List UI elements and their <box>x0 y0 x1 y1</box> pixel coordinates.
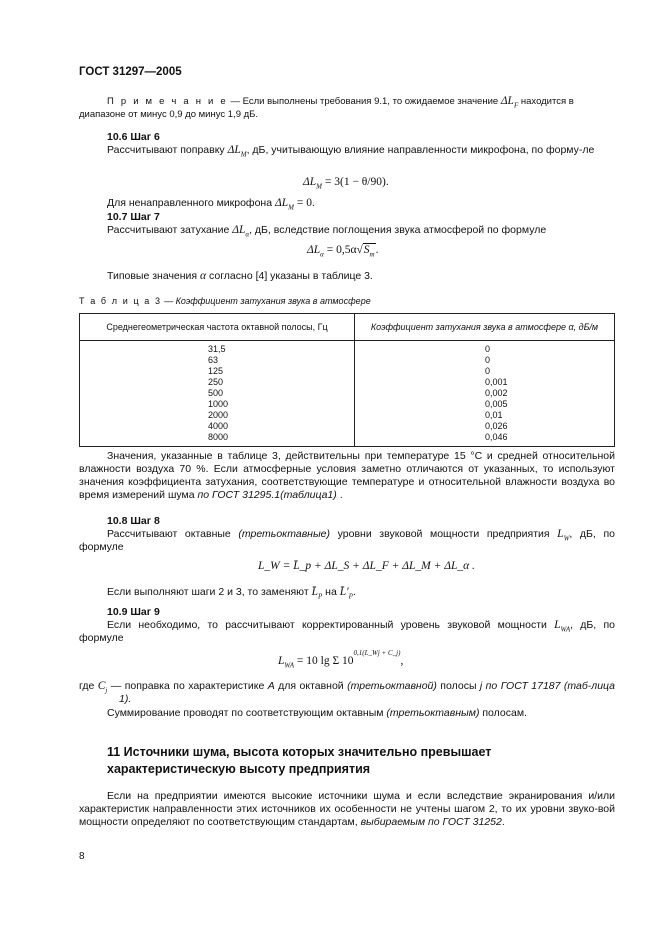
table3 <box>79 313 615 447</box>
sqrt-content: $S_m$ <box>363 244 375 259</box>
table-cell: 0,01 <box>485 410 503 420</box>
table3-frequency-column <box>80 341 355 447</box>
table3-coefficient-column <box>355 341 615 447</box>
step7-symbol: $\Delta L_\alpha$ <box>232 224 250 239</box>
note-label: П р и м е ч а н и е <box>107 96 228 107</box>
note-text: — Если выполнены требования 9.1, то ожидаемое значение <box>227 96 501 107</box>
alpha-symbol: α <box>200 270 207 282</box>
table3-caption <box>79 295 371 308</box>
table-cell: 0,046 <box>485 432 508 442</box>
step6-paragraph: Рассчитывают поправку $\Delta L_M$, дБ, учитывающую влияние направленности микрофона, по форму-ле <box>107 144 595 159</box>
formula-delta-la: $\Delta L_\alpha = 0,5\alpha√S_m$. <box>307 244 379 259</box>
table-cell: 8000 <box>208 432 229 442</box>
lp-prime-symbol: $L̄'_P$ <box>339 586 353 601</box>
lp-symbol: $L̄_P$ <box>311 586 323 601</box>
step9-heading: 10.9 Шаг 9 <box>107 606 160 618</box>
step8-heading: 10.8 Шаг 8 <box>107 515 160 527</box>
table-cell: 1000 <box>208 399 229 409</box>
step6-omni-symbol: $\Delta L_M$ <box>274 197 294 212</box>
table3-col1-header: Среднегеометрическая частота октавной полосы, Гц <box>80 314 355 341</box>
step7-paragraph: Рассчитывают затухание $\Delta L_\alpha$, дБ, вследствие поглощения звука атмосферой по формуле <box>107 224 547 239</box>
formula-delta-lm: $\Delta L_M = 3(1 - \theta/90)$. <box>303 176 389 191</box>
section11-reference: выбираемым по ГОСТ 31252 <box>360 816 502 828</box>
table3-col2-header: Коэффициент затухания звука в атмосфере α, дБ/м <box>355 314 615 341</box>
table-cell: 250 <box>208 377 224 387</box>
page-number: 8 <box>79 851 85 862</box>
note-text-end: находится в диапазоне от минус 0,9 до минус 1,9 дБ. <box>79 96 574 120</box>
table-cell: 0 <box>485 366 491 376</box>
step6-omni-paragraph: Для ненаправленного микрофона $\Delta L_M = 0$. <box>107 197 315 212</box>
section11-paragraph: Если на предприятии имеются высокие источники шума и если вследствие экранирования и/или характеристик направленности этих источников их особенности не учтены шагом 2, то их уровни звуко-вой мощности определяют по соответствующим стандартам, выбираемым по ГОСТ 31252. <box>79 790 615 828</box>
note-paragraph <box>79 95 617 121</box>
table-cell: 63 <box>208 355 219 365</box>
after-table-paragraph: Значения, указанные в таблице 3, действительны при температуре 15 °С и средней относительной влажности воздуха 70 %. Если атмосферные условия заметно отличаются от указанных, то используют значения коэффициента затухания, соответствующие температуре и относительной влажности воздуха во время измерений шума по ГОСТ 31295.1(таблица1) . <box>79 450 615 501</box>
cj-symbol: $C_j$ <box>97 680 108 695</box>
step7-typical-paragraph: Типовые значения α согласно [4] указаны в таблице 3. <box>107 270 373 282</box>
sqrt-sign: √ <box>356 244 363 256</box>
section11-heading: 11 Источники шума, высота которых значительно превышает характеристическую высоту предприятия <box>107 745 492 776</box>
where-clause: где $C_j$ — поправка по характеристике A для октавной (третьоктавной) полосы j по ГОСТ 17187 (таб-лица 1). <box>79 680 616 705</box>
table-cell: 0,005 <box>485 399 508 409</box>
formula-lw: L_W = L̄_p + ΔL_S + ΔL_F + ΔL_M + ΔL_α . <box>258 560 475 572</box>
table-cell: 2000 <box>208 410 229 420</box>
table-cell: 0,001 <box>485 377 508 387</box>
step8-paragraph: Рассчитывают октавные (третьоктавные) уровни звуковой мощности предприятия $L_W$, дБ, по формуле <box>79 528 615 553</box>
step8-replace-paragraph: Если выполняют шаги 2 и 3, то заменяют $L̄_P$ на $L̄'_P$. <box>107 586 356 601</box>
table-cell: 4000 <box>208 421 229 431</box>
table-cell: 500 <box>208 388 224 398</box>
step9-paragraph: Если необходимо, то рассчитывают корректированный уровень звуковой мощности $L_{WA}$, дБ, по формуле <box>79 619 615 644</box>
step6-heading: 10.6 Шаг 6 <box>107 131 160 143</box>
table-cell: 0,026 <box>485 421 508 431</box>
step7-heading: 10.7 Шаг 7 <box>107 211 160 223</box>
standard-reference: по ГОСТ 31295.1(таблица1) <box>197 489 337 501</box>
step8-symbol: $L_W$ <box>557 528 570 543</box>
table3-title: — Коэффициент затухания звука в атмосфере <box>161 296 371 306</box>
table-cell: 0,002 <box>485 388 508 398</box>
step6-symbol: $\Delta L_M$ <box>227 144 247 159</box>
table-cell: 125 <box>208 366 224 376</box>
table-cell: 31,5 <box>208 344 226 354</box>
formula-lwa: $L_{WA} = 10$ lg Σ $10^{0,1(L\_Wj + C\_j)}$, <box>278 649 404 670</box>
table-cell: 0 <box>485 355 491 365</box>
note-symbol: $\Delta L_F$ <box>500 95 519 110</box>
table-cell: 0 <box>485 344 491 354</box>
step9-sum-paragraph: Суммирование проводят по соответствующим октавным (третьоктавным) полосам. <box>107 707 527 719</box>
step9-symbol: $L_{WA}$ <box>554 619 571 634</box>
table3-label: Т а б л и ц а 3 <box>79 296 162 306</box>
document-header: ГОСТ 31297—2005 <box>79 66 182 78</box>
